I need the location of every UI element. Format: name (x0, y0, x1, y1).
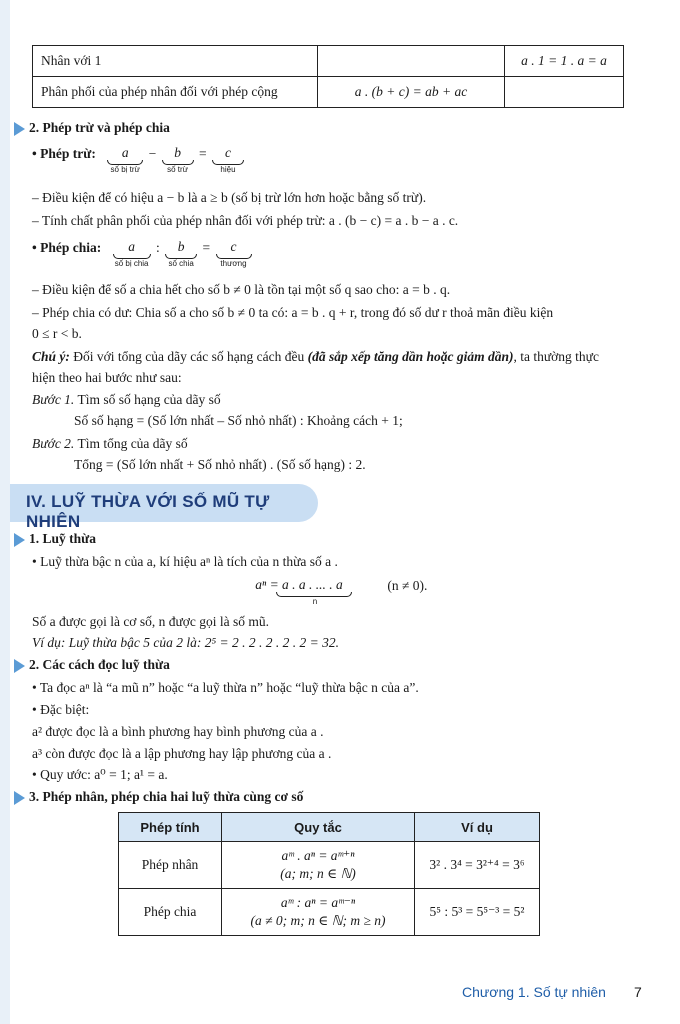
formula-line: Số số hạng = (Số lớn nhất – Số nhỏ nhất) : Khoảng cách + 1; (74, 413, 403, 428)
subsection-heading: 2. Các cách đọc luỹ thừa (14, 657, 170, 673)
column-header: Phép tính (119, 813, 222, 842)
text-line: • Ta đọc aⁿ là “a mũ n” hoặc “a luỹ thừa n” hoặc “luỹ thừa bậc n của a”. (32, 680, 419, 695)
example-line: Ví dụ: Luỹ thừa bậc 5 của 2 là: 2⁵ = 2 . 2 . 2 . 2 . 2 = 32. (32, 635, 339, 650)
subsection-heading: 3. Phép nhân, phép chia hai luỹ thừa cùng cơ số (14, 789, 303, 805)
subsection-heading: 1. Luỹ thừa (14, 531, 96, 547)
table-row (33, 46, 624, 77)
table-cell: aᵐ . aⁿ = aᵐ⁺ⁿ (a; m; n ∈ ℕ) (222, 842, 415, 889)
left-margin-strip (0, 0, 10, 1024)
note-line: Chú ý: Đối với tổng của dãy các số hạng cách đều (đã sắp xếp tăng dần hoặc giảm dần), ta thường thực (32, 349, 599, 364)
section-title: IV. LUỸ THỪA VỚI SỐ MŨ TỰ NHIÊN (26, 492, 270, 531)
chapter-label: Chương 1. Số tự nhiên (462, 984, 606, 1000)
step-line: Bước 1. Tìm số số hạng của dãy số (32, 392, 221, 407)
subsection-heading: 2. Phép trừ và phép chia (14, 120, 170, 136)
arrow-icon (14, 533, 25, 547)
text-line: • Đặc biệt: (32, 702, 90, 717)
text-line: hiện theo hai bước như sau: (32, 370, 182, 385)
table-cell: 3² . 3⁴ = 3²⁺⁴ = 3⁶ (415, 842, 540, 889)
table-cell: Phân phối của phép nhân đối với phép cộng (33, 77, 318, 108)
subtraction-formula: • Phép trừ: a số bị trừ − b số trừ = c hiệu (32, 146, 246, 175)
page-number: 7 (634, 984, 642, 1000)
text-line: • Quy ước: a⁰ = 1; a¹ = a. (32, 767, 168, 782)
arrow-icon (14, 659, 25, 673)
text-line: • Luỹ thừa bậc n của a, kí hiệu aⁿ là tích của n thừa số a . (32, 554, 338, 569)
table-cell: aᵐ : aⁿ = aᵐ⁻ⁿ (a ≠ 0; m; n ∈ ℕ; m ≥ n) (222, 889, 415, 936)
arrow-icon (14, 122, 25, 136)
power-rules-table (118, 812, 540, 936)
formula-line: Tổng = (Số lớn nhất + Số nhỏ nhất) . (Số số hạng) : 2. (74, 457, 366, 472)
table-cell (505, 77, 624, 108)
table-header-row (119, 813, 540, 842)
step-line: Bước 2. Tìm tổng của dãy số (32, 436, 188, 451)
text-line: Số a được gọi là cơ số, n được gọi là số mũ. (32, 614, 270, 629)
table-cell: 5⁵ : 5³ = 5⁵⁻³ = 5² (415, 889, 540, 936)
table-cell: Phép chia (119, 889, 222, 936)
power-formula: aⁿ = a . a . ... . a n (n ≠ 0). (255, 577, 428, 606)
table-cell: a . (b + c) = ab + ac (318, 77, 505, 108)
table-cell: Phép nhân (119, 842, 222, 889)
table-cell: a . 1 = 1 . a = a (505, 46, 624, 77)
text-line: – Tính chất phân phối của phép nhân đối với phép trừ: a . (b − c) = a . b − a . c. (32, 213, 459, 228)
text-line: a² được đọc là a bình phương hay bình phương của a . (32, 724, 324, 739)
table-row (119, 889, 540, 936)
division-formula: • Phép chia: a số bị chia : b số chia = c thương (32, 240, 254, 269)
text-line: 0 ≤ r < b. (32, 326, 82, 341)
table-cell: Nhân với 1 (33, 46, 318, 77)
column-header: Ví dụ (415, 813, 540, 842)
column-header: Quy tắc (222, 813, 415, 842)
text-line: – Điều kiện để có hiệu a − b là a ≥ b (số bị trừ lớn hơn hoặc bằng số trừ). (32, 190, 427, 205)
section-header (10, 484, 318, 531)
arrow-icon (14, 791, 25, 805)
text-line: – Điều kiện để số a chia hết cho số b ≠ 0 là tồn tại một số q sao cho: a = b . q. (32, 282, 451, 297)
table-row (33, 77, 624, 108)
table-cell (318, 46, 505, 77)
properties-table (32, 45, 624, 108)
text-line: – Phép chia có dư: Chia số a cho số b ≠ 0 ta có: a = b . q + r, trong đó số dư r thoả mãn điều kiện (32, 305, 554, 320)
text-line: a³ còn được đọc là a lập phương hay lập phương của a . (32, 746, 332, 761)
table-row (119, 842, 540, 889)
